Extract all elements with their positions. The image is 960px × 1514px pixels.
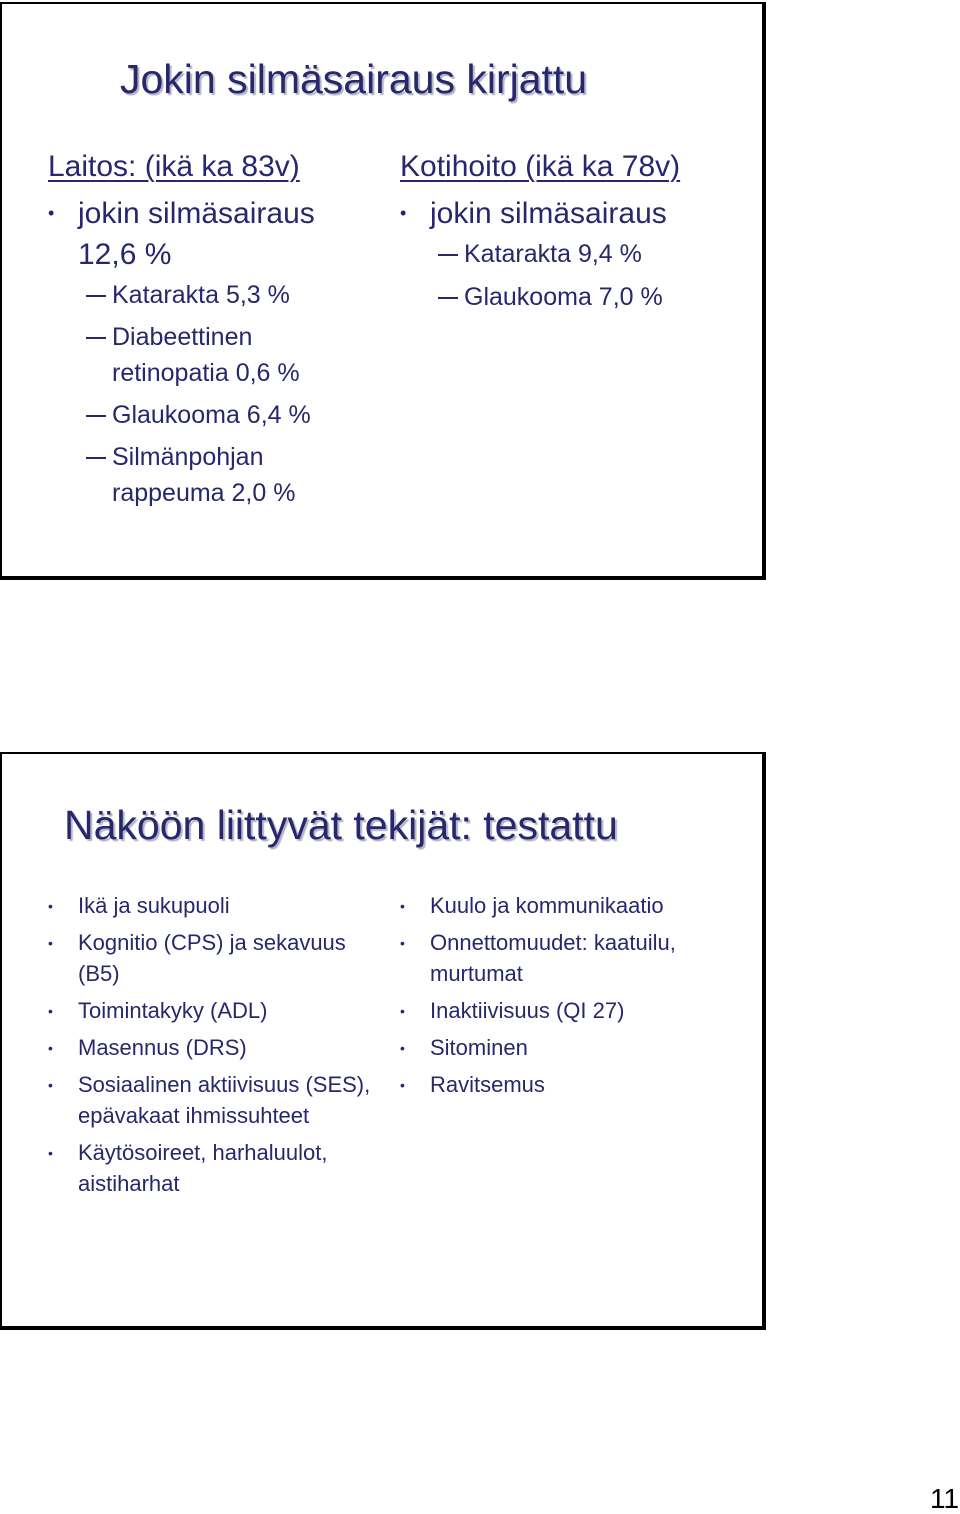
dash-icon [86,337,106,339]
kotihoito-heading: Kotihoito (ikä ka 78v) [400,150,681,183]
sub-item-text: Diabeettinen retinopatia 0,6 % [112,323,300,387]
slide-2-title: Näköön liittyvät tekijät: testattu [64,802,618,848]
list-item [400,1032,750,1063]
kotihoito-column [400,149,740,322]
list-item [48,1069,388,1131]
sub-item-text: Glaukooma 7,0 % [464,283,663,311]
bullet-icon: • [48,1145,53,1161]
factors-right-list [400,890,750,1100]
bullet-icon: • [400,1040,405,1056]
factors-left-list [48,890,388,1199]
item-text: Ikä ja sukupuoli [78,893,230,918]
list-item [400,279,740,315]
list-item [48,1032,388,1063]
dash-icon [86,295,106,297]
slide-1-title: Jokin silmäsairaus kirjattu [120,56,588,102]
bullet-icon: • [400,935,405,951]
list-item [400,236,740,272]
item-text: Masennus (DRS) [78,1035,247,1060]
item-text: Sitominen [430,1035,528,1060]
bullet-icon: • [48,1003,53,1019]
laitos-column [48,149,368,517]
item-text: Käytösoireet, harhaluulot, aistiharhat [78,1140,328,1196]
laitos-bullet-text: jokin silmäsairaus 12,6 % [78,197,315,271]
bullet-icon: • [48,1077,53,1093]
kotihoito-bullet-text: jokin silmäsairaus [430,197,667,230]
sub-item-text: Katarakta 5,3 % [112,281,290,309]
laitos-sublist [48,277,368,511]
laitos-heading: Laitos: (ikä ka 83v) [48,150,300,183]
item-text: Onnettomuudet: kaatuilu, murtumat [430,930,676,986]
page-number: 11 [930,1483,960,1514]
sub-item-text: Katarakta 9,4 % [464,240,642,268]
slide-2 [0,752,766,1330]
item-text: Kuulo ja kommunikaatio [430,893,664,918]
list-item [400,1069,750,1100]
list-item [400,927,750,989]
list-item [48,277,368,313]
list-item [400,193,740,315]
bullet-icon: • [400,898,405,914]
list-item [48,397,368,433]
dash-icon [438,297,458,299]
bullet-icon: • [400,1077,405,1093]
bullet-icon: • [48,1040,53,1056]
bullet-icon: • [400,1003,405,1019]
bullet-icon: • [48,898,53,914]
item-text: Sosiaalinen aktiivisuus (SES), epävakaat ihmissuhteet [78,1072,371,1128]
item-text: Toimintakyky (ADL) [78,998,268,1023]
factors-left-column [48,890,388,1205]
bullet-icon: • [48,203,55,223]
list-item [48,319,368,391]
item-text: Inaktiivisuus (QI 27) [430,998,625,1023]
kotihoito-sublist [400,236,740,315]
list-item [48,927,388,989]
kotihoito-list [400,193,740,315]
bullet-icon: • [400,203,407,223]
list-item [48,995,388,1026]
item-text: Ravitsemus [430,1072,545,1097]
list-item [48,890,388,921]
bullet-icon: • [48,935,53,951]
sub-item-text: Silmänpohjan rappeuma 2,0 % [112,443,296,507]
factors-right-column [400,890,750,1106]
list-item [400,890,750,921]
list-item [48,439,368,511]
list-item [48,193,368,511]
sub-item-text: Glaukooma 6,4 % [112,401,311,429]
dash-icon [86,457,106,459]
item-text: Kognitio (CPS) ja sekavuus (B5) [78,930,346,986]
laitos-list [48,193,368,511]
list-item [400,995,750,1026]
list-item [48,1137,388,1199]
dash-icon [438,254,458,256]
dash-icon [86,415,106,417]
slide-1 [0,2,766,580]
